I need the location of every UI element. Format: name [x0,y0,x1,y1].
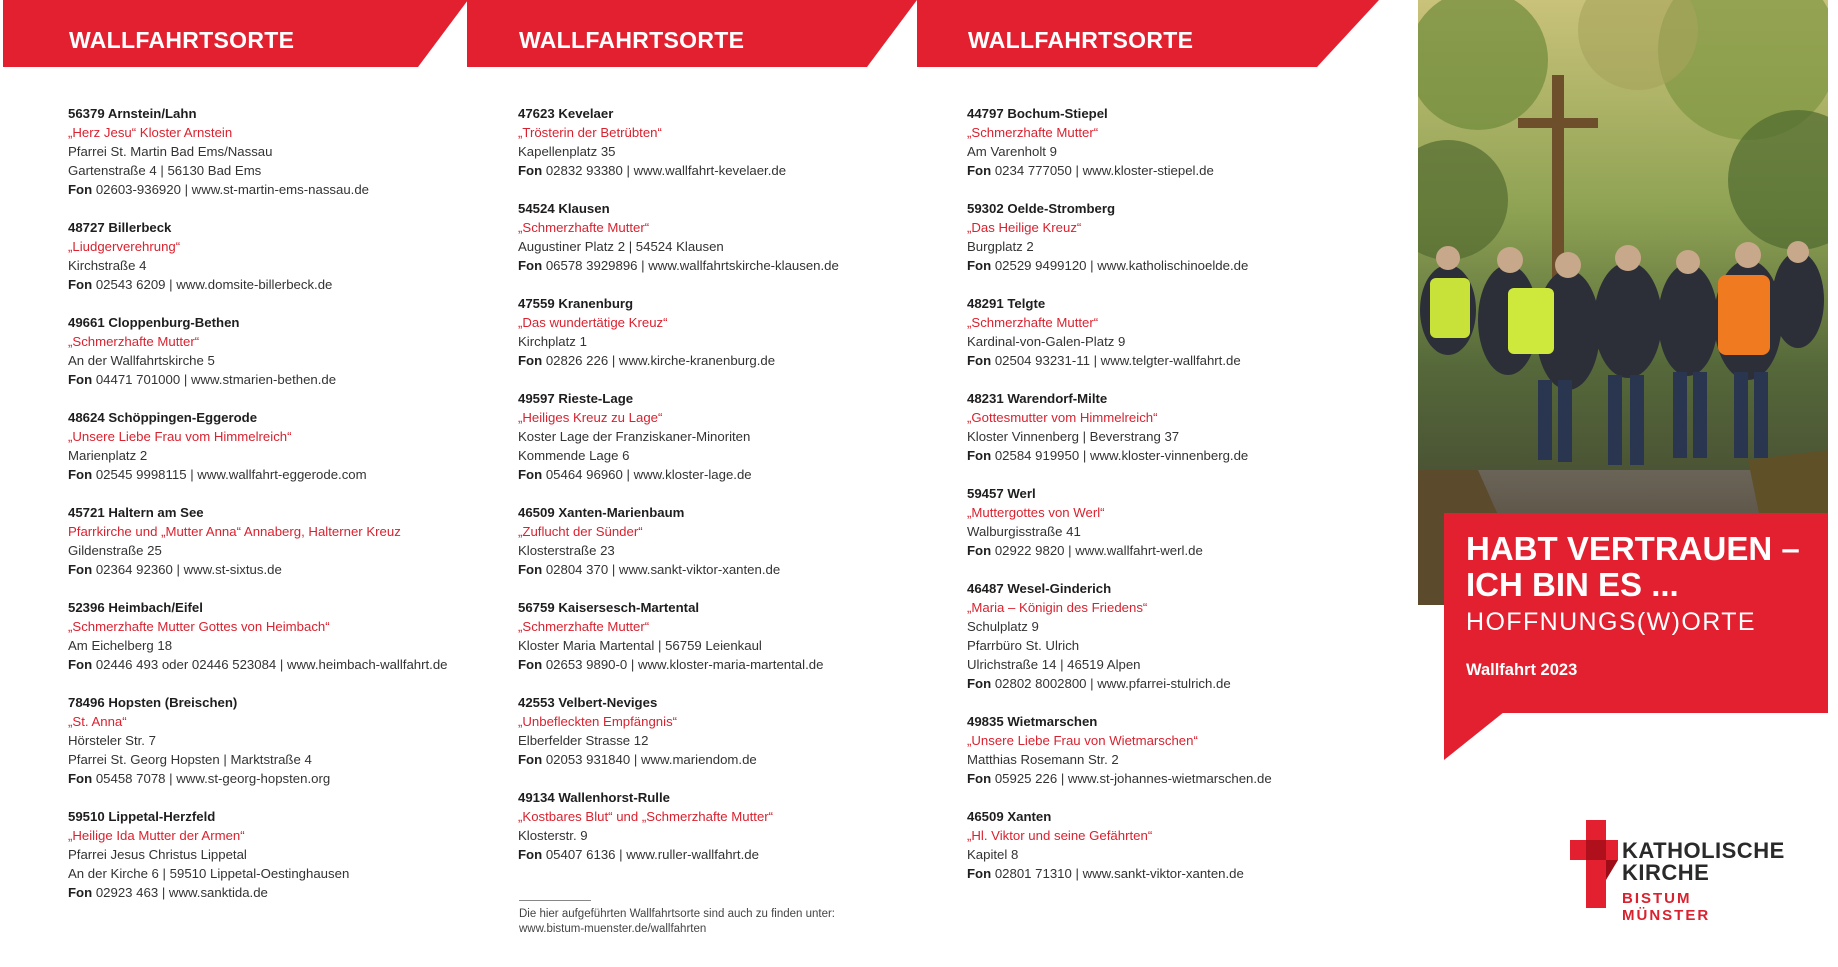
fon-label: Fon [967,866,992,881]
site-address-line: Augustiner Platz 2 | 54524 Klausen [518,239,724,254]
site-contact-line [68,180,498,199]
site-contact-line [967,769,1397,788]
site-dedication: „Liudgerverehrung“ [68,239,181,254]
site-dedication: „Heilige Ida Mutter der Armen“ [68,828,245,843]
pilgrimage-site-entry [68,408,498,484]
site-dedication: „Schmerzhafte Mutter“ [967,125,1099,140]
pilgrimage-site-entry [68,693,498,788]
site-address-line: Kapitel 8 [967,847,1019,862]
fon-label: Fon [68,372,93,387]
fon-label: Fon [518,258,543,273]
site-contact-line [68,655,498,674]
site-title: 47559 Kranenburg [518,296,634,311]
site-address-line: Matthias Rosemann Str. 2 [967,752,1119,767]
site-address-line: Am Eichelberg 18 [68,638,173,653]
footnote-link[interactable]: www.bistum-muenster.de/wallfahrten [519,923,707,935]
site-contact-line [518,351,948,370]
site-dedication: „Hl. Viktor und seine Gefährten“ [967,828,1153,843]
site-title: 46509 Xanten [967,809,1052,824]
site-title: 56759 Kaisersesch-Martental [518,600,700,615]
site-title: 42553 Velbert-Neviges [518,695,658,710]
site-title: 49134 Wallenhorst-Rulle [518,790,670,805]
site-contact-line [967,256,1397,275]
site-contact-line [518,161,948,180]
pilgrimage-site-entry [68,598,498,674]
site-phone-web[interactable]: 02922 9820 | www.wallfahrt-werl.de [994,543,1203,558]
site-title: 46487 Wesel-Ginderich [967,581,1112,596]
cover-title-line-1: HABT VERTRAUEN – [1466,530,1800,567]
site-address-line: Pfarrei St. Martin Bad Ems/Nassau [68,144,273,159]
site-address-line: Burgplatz 2 [967,239,1034,254]
site-dedication: „Gottesmutter vom Himmelreich“ [967,410,1158,425]
cover-title-box [1444,513,1828,713]
fon-label: Fon [967,258,992,273]
pilgrimage-site-entry [518,693,948,769]
site-title: 54524 Klausen [518,201,610,216]
header-title: WALLFAHRTSORTE [69,27,295,53]
logo-line-3: BISTUM MÜNSTER [1622,890,1711,924]
site-phone-web[interactable]: 02653 9890-0 | www.kloster-maria-martental.de [545,657,824,672]
pilgrimage-site-entry [967,199,1397,275]
site-phone-web[interactable]: 05407 6136 | www.ruller-wallfahrt.de [545,847,759,862]
header-title: WALLFAHRTSORTE [519,27,745,53]
site-title: 48291 Telgte [967,296,1046,311]
fon-label: Fon [967,676,992,691]
site-title: 49661 Cloppenburg-Bethen [68,315,240,330]
fon-label: Fon [68,657,93,672]
site-dedication: „Herz Jesu“ Kloster Arnstein [68,125,233,140]
site-phone-web[interactable]: 02832 93380 | www.wallfahrt-kevelaer.de [545,163,787,178]
site-dedication: „Unsere Liebe Frau vom Himmelreich“ [68,429,292,444]
site-address-line: Pfarrei St. Georg Hopsten | Marktstraße 4 [68,752,312,767]
site-phone-web[interactable]: 02053 931840 | www.mariendom.de [545,752,757,767]
site-phone-web[interactable]: 02504 93231-11 | www.telgter-wallfahrt.de [994,353,1241,368]
site-phone-web[interactable]: 02804 370 | www.sankt-viktor-xanten.de [545,562,781,577]
site-address-line: Kirchplatz 1 [518,334,587,349]
site-dedication: „Schmerzhafte Mutter“ [68,334,200,349]
cover-title [1466,531,1800,603]
site-phone-web[interactable]: 02603-936920 | www.st-martin-ems-nassau.de [95,182,370,197]
site-phone-web[interactable]: 02364 92360 | www.st-sixtus.de [95,562,282,577]
fon-label: Fon [518,847,543,862]
site-title: 47623 Kevelaer [518,106,614,121]
site-title: 48727 Billerbeck [68,220,172,235]
site-dedication: „Schmerzhafte Mutter“ [518,220,650,235]
fon-label: Fon [967,353,992,368]
site-address-line: An der Wallfahrtskirche 5 [68,353,215,368]
site-address-line: Walburgisstraße 41 [967,524,1081,539]
site-contact-line [967,446,1397,465]
site-contact-line [967,161,1397,180]
column-1 [68,104,498,921]
footnote [519,900,835,937]
cover-title-line-2: ICH BIN ES ... [1466,566,1679,603]
site-phone-web[interactable]: 0234 777050 | www.kloster-stiepel.de [994,163,1214,178]
site-phone-web[interactable]: 02545 9998115 | www.wallfahrt-eggerode.com [95,467,367,482]
fon-label: Fon [518,657,543,672]
site-contact-line [68,883,498,902]
site-address-line: An der Kirche 6 | 59510 Lippetal-Oestinghausen [68,866,350,881]
site-title: 44797 Bochum-Stiepel [967,106,1108,121]
pilgrimage-site-entry [68,313,498,389]
fon-label: Fon [68,562,93,577]
site-dedication: „Zuflucht der Sünder“ [518,524,643,539]
fon-label: Fon [967,448,992,463]
column-3 [967,104,1397,902]
site-phone-web[interactable]: 02446 493 oder 02446 523084 | www.heimbach-wallfahrt.de [95,657,448,672]
pilgrimage-site-entry [967,484,1397,560]
site-title: 56379 Arnstein/Lahn [68,106,197,121]
pilgrimage-site-entry [967,294,1397,370]
cover-subtitle: HOFFNUNGS(W)ORTE [1466,608,1756,636]
site-contact-line [967,864,1397,883]
pilgrimage-site-entry [68,503,498,579]
fon-label: Fon [518,752,543,767]
pilgrimage-site-entry [68,807,498,902]
site-dedication: „Kostbares Blut“ und „Schmerzhafte Mutter“ [518,809,774,824]
header-col-3 [917,0,1379,67]
pilgrimage-site-entry [518,788,948,864]
site-title: 78496 Hopsten (Breischen) [68,695,238,710]
pilgrimage-site-entry [967,712,1397,788]
site-address-line: Hörsteler Str. 7 [68,733,156,748]
site-address-line: Pfarrei Jesus Christus Lippetal [68,847,247,862]
site-contact-line [518,465,948,484]
site-title: 49835 Wietmarschen [967,714,1098,729]
column-2 [518,104,948,883]
site-title: 48231 Warendorf-Milte [967,391,1108,406]
site-dedication: Pfarrkirche und „Mutter Anna“ Annaberg, Halterner Kreuz [68,524,401,539]
fon-label: Fon [967,771,992,786]
site-address-line: Schulplatz 9 [967,619,1039,634]
site-dedication: „Unsere Liebe Frau von Wietmarschen“ [967,733,1198,748]
site-address-line: Gildenstraße 25 [68,543,162,558]
pilgrimage-site-entry [967,104,1397,180]
site-contact-line [967,674,1397,693]
site-title: 52396 Heimbach/Eifel [68,600,203,615]
header-col-1 [3,0,468,67]
pilgrimage-site-entry [518,294,948,370]
logo-line-1: KATHOLISCHE [1622,838,1785,863]
site-contact-line [68,769,498,788]
site-title: 45721 Haltern am See [68,505,204,520]
site-address-line: Pfarrbüro St. Ulrich [967,638,1080,653]
site-phone-web[interactable]: 02543 6209 | www.domsite-billerbeck.de [95,277,333,292]
cross-logo-icon [1570,820,1618,910]
site-dedication: „Unbefleckten Empfängnis“ [518,714,678,729]
site-address-line: Klosterstr. 9 [518,828,588,843]
pilgrimage-site-entry [518,199,948,275]
site-address-line: Kapellenplatz 35 [518,144,616,159]
fon-label: Fon [68,182,93,197]
fon-label: Fon [518,467,543,482]
pilgrimage-site-entry [518,598,948,674]
fon-label: Fon [518,353,543,368]
site-title: 48624 Schöppingen-Eggerode [68,410,258,425]
fon-label: Fon [68,467,93,482]
katholische-kirche-logo [1570,820,1785,924]
pilgrimage-site-entry [518,104,948,180]
footnote-rule [519,900,591,901]
site-dedication: „Das Heilige Kreuz“ [967,220,1082,235]
site-contact-line [68,465,498,484]
header-title: WALLFAHRTSORTE [968,27,1194,53]
fon-label: Fon [518,562,543,577]
site-title: 59457 Werl [967,486,1036,501]
logo-text [1622,840,1785,884]
site-dedication: „Schmerzhafte Mutter Gottes von Heimbach“ [68,619,330,634]
site-address-line: Ulrichstraße 14 | 46519 Alpen [967,657,1141,672]
site-title: 49597 Rieste-Lage [518,391,634,406]
site-address-line: Gartenstraße 4 | 56130 Bad Ems [68,163,262,178]
site-dedication: „Trösterin der Betrübten“ [518,125,662,140]
pilgrimage-site-entry [68,104,498,199]
site-dedication: „St. Anna“ [68,714,127,729]
site-contact-line [518,845,948,864]
site-address-line: Kloster Maria Martental | 56759 Leienkaul [518,638,762,653]
site-address-line: Koster Lage der Franziskaner-Minoriten [518,429,751,444]
site-phone-web[interactable]: 04471 701000 | www.stmarien-bethen.de [95,372,337,387]
site-phone-web[interactable]: 02584 919950 | www.kloster-vinnenberg.de [994,448,1249,463]
site-title: 46509 Xanten-Marienbaum [518,505,685,520]
site-dedication: „Maria – Königin des Friedens“ [967,600,1148,615]
fon-label: Fon [68,771,93,786]
site-contact-line [68,560,498,579]
site-contact-line [967,541,1397,560]
site-address-line: Kardinal-von-Galen-Platz 9 [967,334,1126,349]
header-col-2 [467,0,917,67]
cover-year-label: Wallfahrt 2023 [1466,661,1578,679]
site-dedication: „Schmerzhafte Mutter“ [967,315,1099,330]
site-address-line: Elberfelder Strasse 12 [518,733,649,748]
site-title: 59510 Lippetal-Herzfeld [68,809,216,824]
pilgrimage-site-entry [518,503,948,579]
site-phone-web[interactable]: 02923 463 | www.sanktida.de [95,885,268,900]
fon-label: Fon [68,885,93,900]
fon-label: Fon [967,543,992,558]
fon-label: Fon [518,163,543,178]
site-address-line: Kommende Lage 6 [518,448,630,463]
pilgrimage-site-entry [967,389,1397,465]
fon-label: Fon [967,163,992,178]
site-title: 59302 Oelde-Stromberg [967,201,1116,216]
site-contact-line [518,750,948,769]
site-phone-web[interactable]: 05464 96960 | www.kloster-lage.de [545,467,752,482]
fon-label: Fon [68,277,93,292]
site-address-line: Marienplatz 2 [68,448,148,463]
pilgrimage-site-entry [68,218,498,294]
site-address-line: Am Varenholt 9 [967,144,1057,159]
pilgrimage-site-entry [518,389,948,484]
footnote-text: Die hier aufgeführten Wallfahrtsorte sind auch zu finden unter: [519,908,836,920]
site-phone-web[interactable]: 02802 8002800 | www.pfarrei-stulrich.de [994,676,1231,691]
site-phone-web[interactable]: 06578 3929896 | www.wallfahrtskirche-klausen.de [545,258,839,273]
site-phone-web[interactable]: 02529 9499120 | www.katholischinoelde.de [994,258,1249,273]
site-dedication: „Schmerzhafte Mutter“ [518,619,650,634]
site-address-line: Kloster Vinnenberg | Beverstrang 37 [967,429,1180,444]
site-dedication: „Muttergottes von Werl“ [967,505,1105,520]
cover-box-tail [1444,712,1504,760]
site-dedication: „Heiliges Kreuz zu Lage“ [518,410,663,425]
site-contact-line [518,560,948,579]
site-phone-web[interactable]: 02826 226 | www.kirche-kranenburg.de [545,353,776,368]
site-address-line: Kirchstraße 4 [68,258,147,273]
pilgrimage-site-entry [967,579,1397,693]
site-phone-web[interactable]: 02801 71310 | www.sankt-viktor-xanten.de [994,866,1244,881]
site-contact-line [967,351,1397,370]
pilgrimage-site-entry [967,807,1397,883]
logo-line-2: KIRCHE [1622,860,1710,885]
site-contact-line [68,370,498,389]
site-contact-line [518,655,948,674]
site-phone-web[interactable]: 05458 7078 | www.st-georg-hopsten.org [95,771,331,786]
site-address-line: Klosterstraße 23 [518,543,615,558]
site-phone-web[interactable]: 05925 226 | www.st-johannes-wietmarschen.de [994,771,1272,786]
site-dedication: „Das wundertätige Kreuz“ [518,315,668,330]
site-contact-line [68,275,498,294]
site-contact-line [518,256,948,275]
